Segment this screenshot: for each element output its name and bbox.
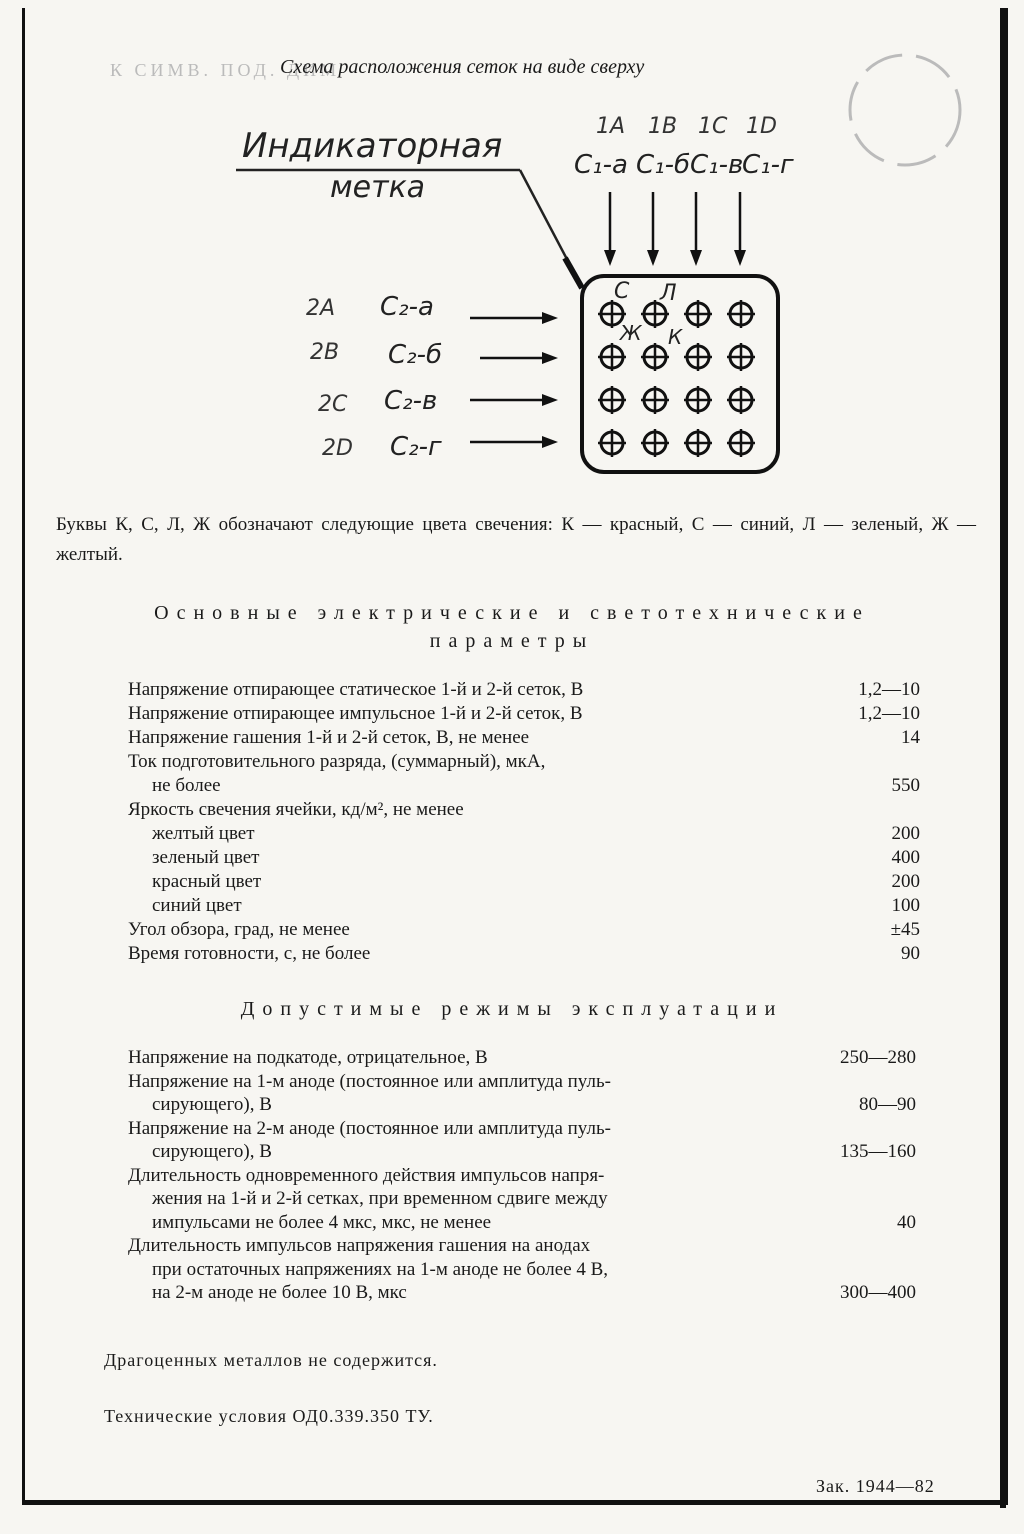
- param-value: 200: [891, 871, 920, 892]
- indicator-label: Индикаторная: [242, 126, 503, 166]
- grid-id-2c: 2C: [318, 392, 348, 417]
- param-label: не более: [152, 775, 221, 796]
- param-label: Напряжение отпирающее импульсное 1-й и 2-й сеток, В: [128, 703, 583, 724]
- grid-cell: [641, 343, 669, 371]
- left-arrow: [470, 436, 558, 448]
- grid-label-c1a: C₁-а: [574, 150, 628, 180]
- grid-cell: [641, 429, 669, 457]
- indicator-label-line2: метка: [330, 170, 426, 205]
- param-label: Напряжение гашения 1-й и 2-й сеток, В, не менее: [128, 727, 530, 748]
- indicator-mark: [565, 258, 582, 288]
- grid-cell: [727, 386, 755, 414]
- grid-cell: [598, 386, 626, 414]
- grid-cell: [684, 429, 712, 457]
- param-label: Угол обзора, град, не менее: [128, 919, 350, 940]
- param-value: 80—90: [859, 1094, 916, 1115]
- param-label: сирующего), В: [152, 1094, 272, 1115]
- grid-cell: [684, 386, 712, 414]
- param-value: 100: [891, 895, 920, 916]
- color-legend: Буквы К, С, Л, Ж обозначают следующие цвета свечения: К — красный, С — синий, Л — зеленый, Ж — желтый.: [56, 514, 976, 565]
- cell-letter-k: К: [668, 325, 683, 349]
- param-label: зеленый цвет: [152, 847, 260, 868]
- top-arrow: [647, 192, 659, 266]
- param-label: Напряжение на 1-м аноде (постоянное или амплитуда пуль-: [128, 1070, 611, 1092]
- param-label: красный цвет: [152, 871, 262, 892]
- param-value: 90: [901, 943, 920, 964]
- param-value: 400: [891, 847, 920, 868]
- param-label: жения на 1-й и 2-й сетках, при временном сдвиге между: [152, 1188, 608, 1209]
- grid-id-2d: 2D: [322, 436, 353, 461]
- param-value: 135—160: [840, 1141, 916, 1162]
- grid-cell: [598, 343, 626, 371]
- param-label: Напряжение на 2-м аноде (постоянное или амплитуда пуль-: [128, 1117, 611, 1139]
- grid-id-1b: 1B: [648, 114, 678, 139]
- left-arrow: [470, 394, 558, 406]
- param-value: 550: [891, 775, 920, 796]
- top-arrow: [734, 192, 746, 266]
- param-label: при остаточных напряжениях на 1-м аноде не более 4 В,: [152, 1258, 609, 1280]
- grid-cell: [727, 343, 755, 371]
- grid-id-2a: 2A: [306, 296, 336, 321]
- metals-note: Драгоценных металлов не содержится.: [104, 1350, 438, 1370]
- param-label: желтый цвет: [152, 823, 255, 844]
- param-label: Напряжение отпирающее статическое 1-й и 2-й сеток, В: [128, 679, 584, 700]
- param-label: Время готовности, с, не более: [128, 943, 371, 964]
- order-number: Зак. 1944—82: [816, 1476, 935, 1496]
- param-label: Длительность импульсов напряжения гашения на анодах: [128, 1235, 591, 1256]
- section2-title: Допустимые режимы эксплуатации: [240, 998, 784, 1020]
- param-value: 300—400: [840, 1282, 916, 1303]
- grid-cell: [727, 429, 755, 457]
- spec-note: Технические условия ОД0.339.350 ТУ.: [104, 1406, 434, 1426]
- param-value: 1,2—10: [858, 703, 920, 724]
- grid-cell: [598, 429, 626, 457]
- param-value: 14: [901, 727, 920, 748]
- param-label: Длительность одновременного действия импульсов напря-: [128, 1164, 605, 1186]
- grid-label-c2v: C₂-в: [384, 386, 438, 416]
- section1-title-line2: параметры: [429, 630, 595, 652]
- param-value: 250—280: [840, 1047, 916, 1068]
- cell-letter-zh: Ж: [620, 321, 642, 345]
- top-arrow: [604, 192, 616, 266]
- grid-label-c1b: C₁-б: [636, 150, 690, 180]
- grid-id-1a: 1A: [596, 114, 626, 139]
- param-value: 40: [897, 1211, 916, 1233]
- param-value: ±45: [890, 919, 920, 940]
- param-label: на 2-м аноде не более 10 В, мкс: [152, 1282, 407, 1303]
- param-label: синий цвет: [152, 895, 242, 916]
- faded-stamp: К СИМВ. ПОД. ДИМ: [110, 60, 341, 80]
- grid-layout-diagram: [0, 0, 1024, 500]
- grid-label-c1v: C₁-в: [690, 150, 744, 180]
- grid-id-1c: 1C: [698, 114, 728, 139]
- top-arrow: [690, 192, 702, 266]
- grid-label-c2a: C₂-а: [380, 292, 434, 322]
- round-stamp: [850, 55, 960, 165]
- grid-cell: [684, 343, 712, 371]
- top-arrows: [604, 192, 746, 266]
- param-label: Напряжение на подкатоде, отрицательное, В: [128, 1047, 488, 1068]
- grid-label-c2g: C₂-г: [390, 432, 442, 462]
- param-value: 1,2—10: [858, 679, 920, 700]
- section1-title: Основные электрические и светотехнические: [154, 602, 870, 624]
- diagram-title: Схема расположения сеток на виде сверху: [280, 56, 645, 78]
- param-label: Яркость свечения ячейки, кд/м², не менее: [128, 799, 464, 820]
- grid-id-1d: 1D: [746, 114, 777, 139]
- page-frame-bottom: [22, 1500, 1006, 1505]
- left-arrow: [480, 352, 558, 364]
- grid-label-c2b: C₂-б: [388, 340, 442, 370]
- grid-id-2b: 2B: [310, 340, 340, 365]
- cell-letter-c: С: [614, 279, 630, 304]
- cell-letter-l: Л: [660, 281, 677, 306]
- param-value: 200: [891, 823, 920, 844]
- grid-label-c1g: C₁-г: [742, 150, 794, 180]
- grid-cell: [727, 300, 755, 328]
- grid-cell: [684, 300, 712, 328]
- param-label: импульсами не более 4 мкс, мкс, не менее: [152, 1211, 492, 1233]
- left-arrows: [470, 312, 558, 448]
- left-arrow: [470, 312, 558, 324]
- param-label: сирующего), В: [152, 1141, 272, 1162]
- param-label: Ток подготовительного разряда, (суммарный), мкА,: [128, 751, 546, 772]
- grid-cell: [641, 386, 669, 414]
